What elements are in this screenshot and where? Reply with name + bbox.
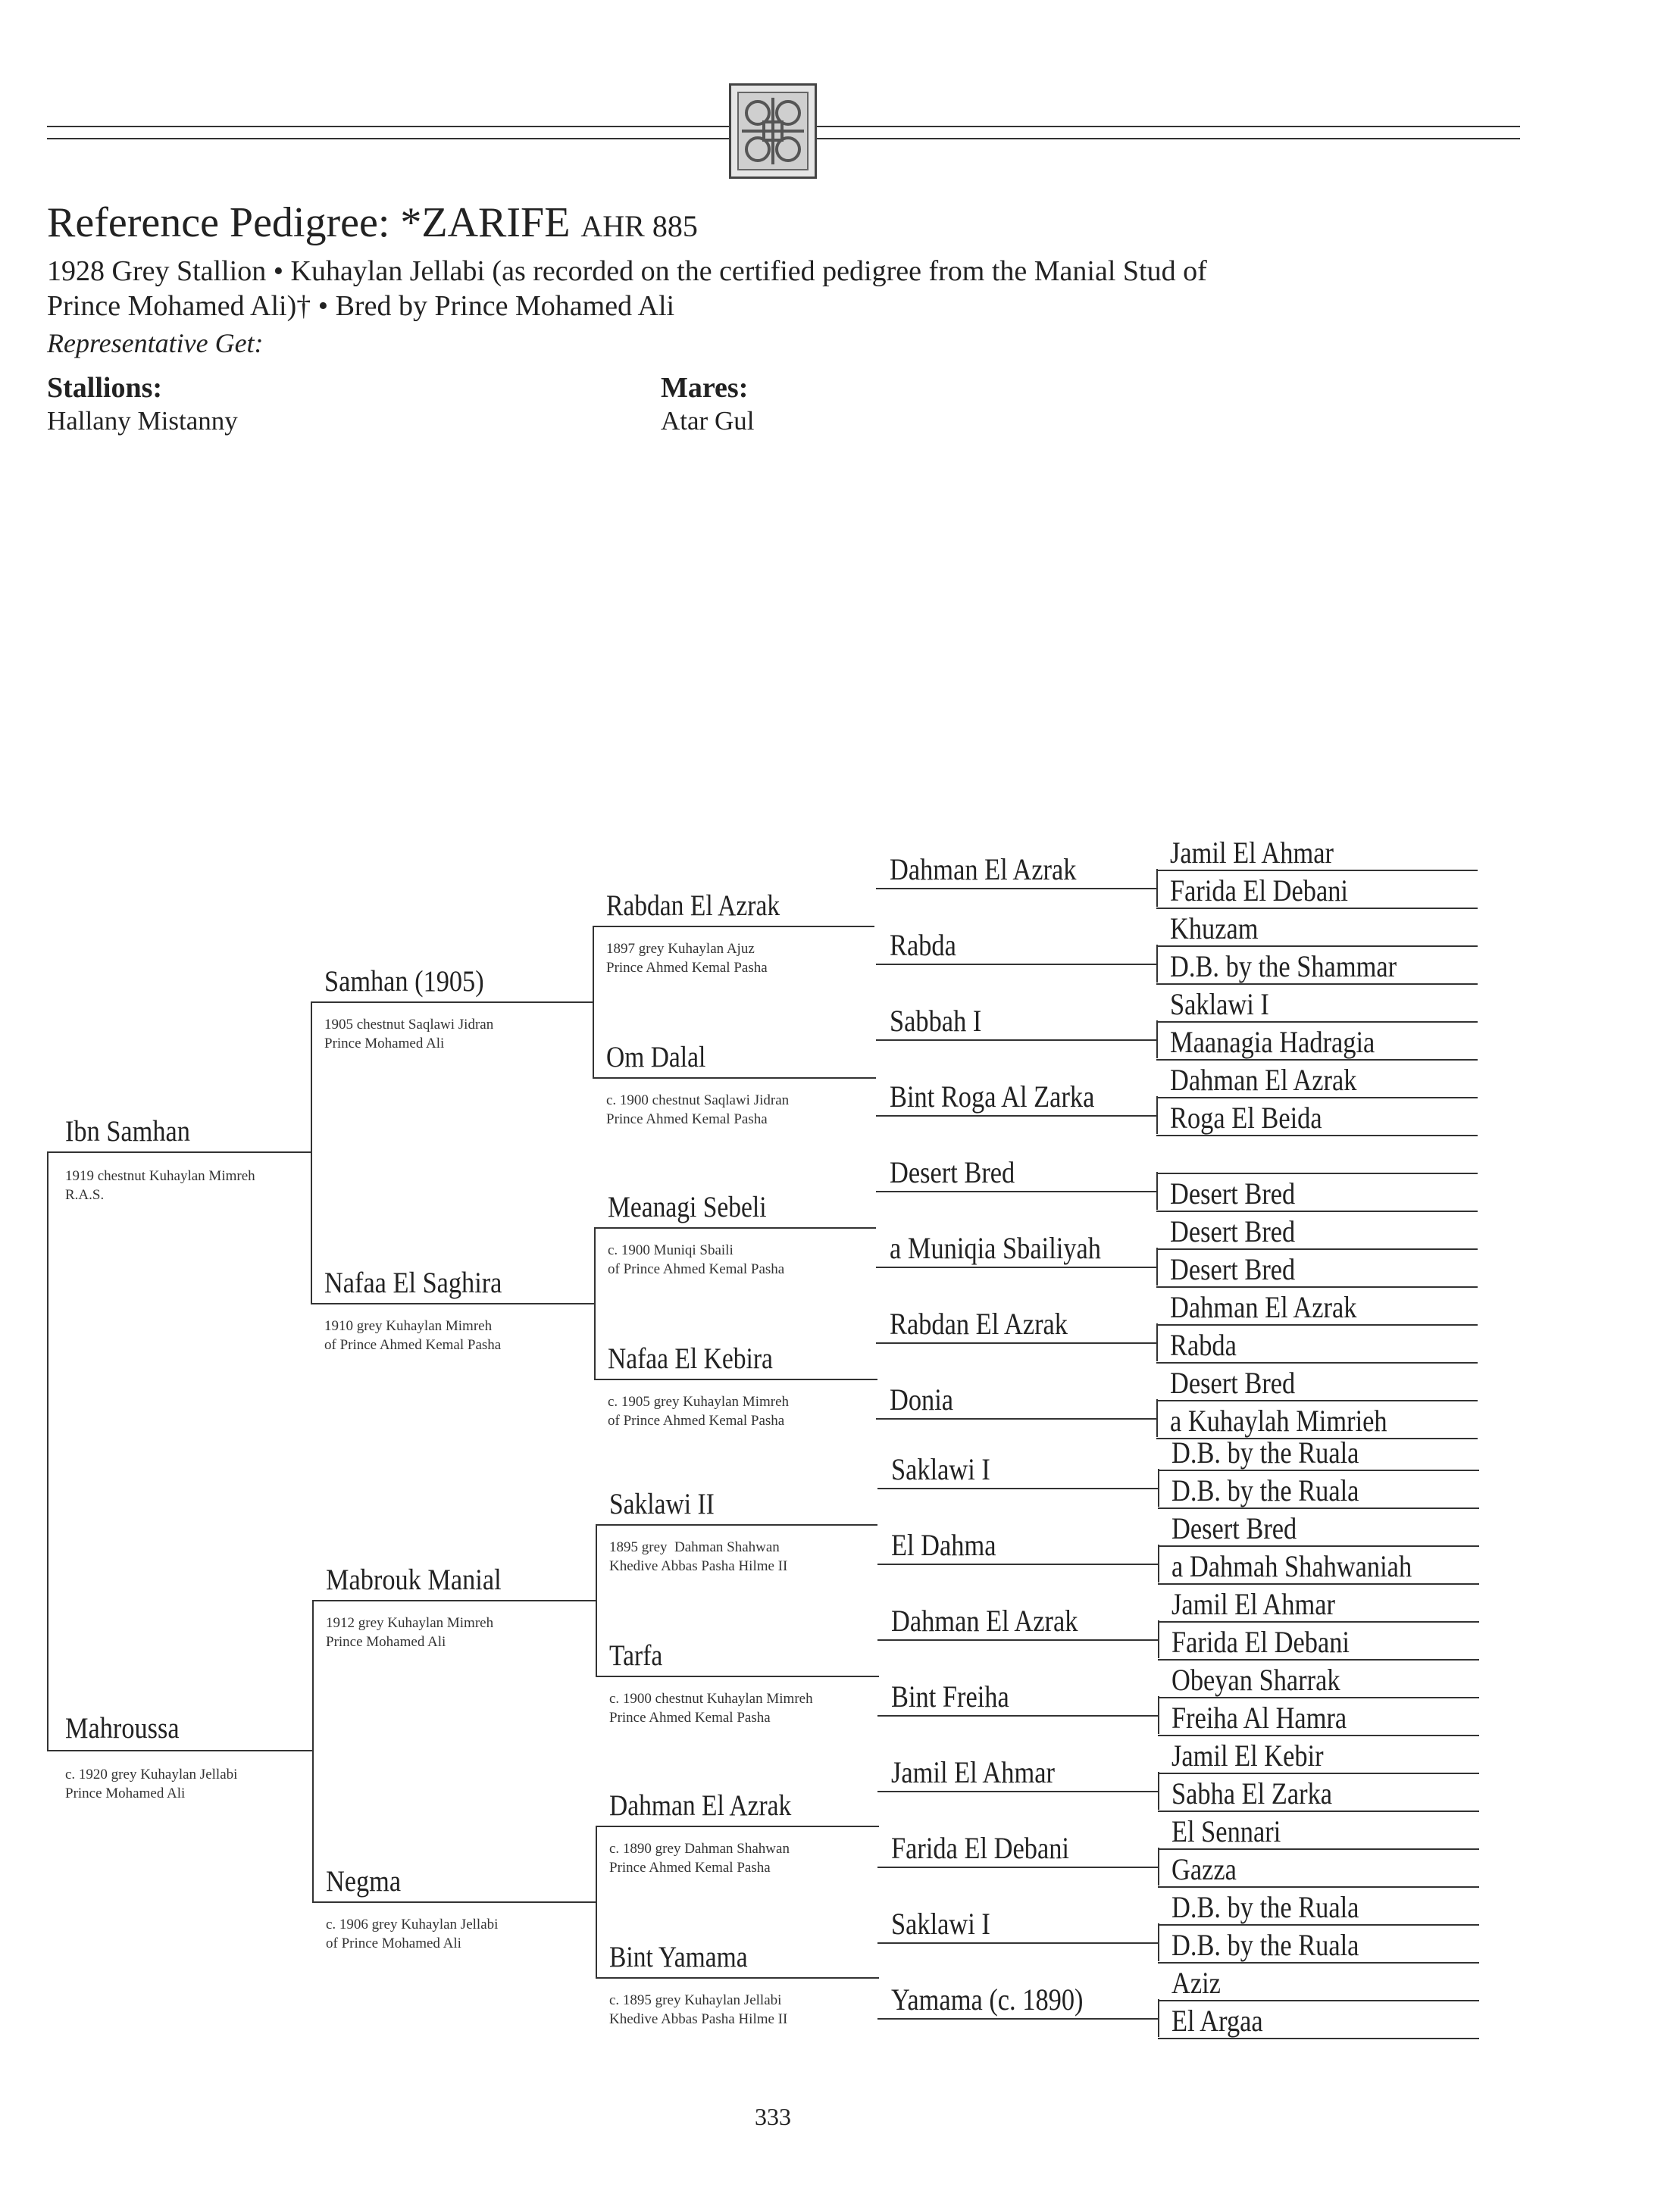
g5-name-6: Dahman El Azrak bbox=[1170, 1063, 1357, 1097]
g4-name-2: Sabbah I bbox=[890, 1004, 982, 1038]
g5-name-30: Aziz bbox=[1171, 1966, 1221, 2000]
g5-bracket-5 bbox=[1156, 1248, 1158, 1286]
sire-info-1: 1919 chestnut Kuhaylan Mimreh bbox=[65, 1168, 255, 1184]
g5-line-7 bbox=[1156, 1135, 1478, 1136]
g5-name-12: Dahman El Azrak bbox=[1170, 1290, 1357, 1324]
g4-name-5: a Muniqia Sbailiyah bbox=[890, 1231, 1101, 1265]
g2-info-2b: Prince Mohamed Ali bbox=[326, 1634, 446, 1650]
g4-name-13: Farida El Debani bbox=[891, 1831, 1069, 1865]
mares-list: Atar Gul bbox=[661, 406, 755, 436]
g2-name-2: Mabrouk Manial bbox=[326, 1564, 502, 1596]
g2-info-1b: of Prince Ahmed Kemal Pasha bbox=[324, 1337, 502, 1353]
g2-line-3 bbox=[312, 1901, 596, 1903]
g5-bracket-4 bbox=[1156, 1172, 1158, 1210]
g5-name-17: D.B. by the Ruala bbox=[1171, 1473, 1359, 1507]
g5-name-10: Desert Bred bbox=[1170, 1214, 1296, 1248]
g3-bracket-0 bbox=[593, 926, 594, 1077]
g5-bracket-7 bbox=[1156, 1399, 1158, 1437]
g5-name-23: Freiha Al Hamra bbox=[1171, 1701, 1347, 1735]
g4-line-15 bbox=[877, 2018, 1158, 2020]
g5-name-29: D.B. by the Ruala bbox=[1171, 1928, 1359, 1962]
representative-get-label: Representative Get: bbox=[47, 328, 264, 358]
g4-name-3: Bint Roga Al Zarka bbox=[890, 1079, 1095, 1114]
g3-name-1: Om Dalal bbox=[606, 1041, 706, 1073]
g5-name-14: Desert Bred bbox=[1170, 1366, 1296, 1400]
g3-info-1a: c. 1900 chestnut Saqlawi Jidran bbox=[606, 1092, 790, 1108]
g3-name-6: Dahman El Azrak bbox=[609, 1789, 792, 1822]
g4-name-1: Rabda bbox=[890, 928, 956, 962]
g5-name-15: a Kuhaylah Mimrieh bbox=[1170, 1404, 1387, 1438]
g3-line-7 bbox=[596, 1977, 879, 1979]
g2-line-2 bbox=[312, 1600, 596, 1601]
sire-name: Ibn Samhan bbox=[65, 1115, 190, 1148]
g3-line-0 bbox=[593, 926, 874, 927]
g5-name-13: Rabda bbox=[1170, 1328, 1237, 1362]
g5-line-4 bbox=[1156, 1021, 1478, 1023]
g5-bracket-15 bbox=[1158, 1999, 1159, 2037]
g5-bracket-13 bbox=[1158, 1848, 1159, 1886]
page-number: 333 bbox=[755, 2103, 791, 2130]
g3-bracket-1 bbox=[594, 1227, 596, 1379]
g5-name-26: El Sennari bbox=[1171, 1814, 1281, 1848]
g5-line-10 bbox=[1156, 1248, 1478, 1250]
g5-line-16 bbox=[1158, 1470, 1479, 1471]
description-line-1: 1928 Grey Stallion • Kuhaylan Jellabi (as recorded on the certified pedigree from the Manial Stud of bbox=[47, 255, 1207, 287]
g5-name-21: Farida El Debani bbox=[1171, 1625, 1350, 1659]
g3-info-3a: c. 1905 grey Kuhaylan Mimreh bbox=[608, 1394, 790, 1410]
g3-name-4: Saklawi II bbox=[609, 1488, 715, 1520]
g2-line-1 bbox=[311, 1303, 594, 1304]
g4-line-4 bbox=[876, 1191, 1156, 1192]
g4-line-11 bbox=[877, 1715, 1158, 1717]
g4-line-8 bbox=[877, 1488, 1158, 1489]
g4-line-10 bbox=[877, 1639, 1158, 1641]
g5-line-20 bbox=[1158, 1621, 1479, 1623]
g5-line-28 bbox=[1158, 1924, 1479, 1926]
g4-name-10: Dahman El Azrak bbox=[891, 1604, 1078, 1638]
g5-line-6 bbox=[1156, 1097, 1478, 1098]
g5-bracket-0 bbox=[1156, 869, 1158, 907]
g2-name-0: Samhan (1905) bbox=[324, 965, 484, 998]
g5-line-11 bbox=[1156, 1286, 1478, 1288]
g5-name-31: El Argaa bbox=[1171, 2004, 1263, 2038]
g5-line-14 bbox=[1156, 1400, 1478, 1401]
title-main: Reference Pedigree: *ZARIFE bbox=[47, 199, 571, 246]
g3-info-0b: Prince Ahmed Kemal Pasha bbox=[606, 960, 768, 976]
g2-info-0a: 1905 chestnut Saqlawi Jidran bbox=[324, 1017, 494, 1033]
g5-bracket-1 bbox=[1156, 945, 1158, 983]
g4-line-14 bbox=[877, 1942, 1158, 1944]
g5-bracket-6 bbox=[1156, 1323, 1158, 1361]
g5-line-3 bbox=[1156, 983, 1478, 985]
g5-line-9 bbox=[1156, 1211, 1478, 1212]
g4-name-11: Bint Freiha bbox=[891, 1679, 1009, 1714]
g2-info-1a: 1910 grey Kuhaylan Mimreh bbox=[324, 1318, 493, 1334]
g3-line-2 bbox=[594, 1227, 876, 1229]
g3-info-6a: c. 1890 grey Dahman Shahwan bbox=[609, 1841, 790, 1857]
g5-line-29 bbox=[1158, 1962, 1479, 1964]
g2-info-3b: of Prince Mohamed Ali bbox=[326, 1936, 461, 1951]
g5-name-11: Desert Bred bbox=[1170, 1252, 1296, 1286]
g5-line-19 bbox=[1158, 1583, 1479, 1585]
g3-info-2b: of Prince Ahmed Kemal Pasha bbox=[608, 1261, 785, 1277]
g5-line-18 bbox=[1158, 1545, 1479, 1547]
mares-label: Mares: bbox=[661, 372, 749, 404]
g5-name-27: Gazza bbox=[1171, 1852, 1237, 1886]
g5-name-2: Khuzam bbox=[1170, 911, 1259, 945]
sire-bracket bbox=[311, 1001, 312, 1304]
g3-info-6b: Prince Ahmed Kemal Pasha bbox=[609, 1860, 771, 1876]
g5-bracket-3 bbox=[1156, 1096, 1158, 1134]
g3-bracket-2 bbox=[596, 1524, 597, 1676]
g4-name-7: Donia bbox=[890, 1382, 954, 1417]
registration-number: AHR 885 bbox=[580, 209, 698, 243]
g5-line-5 bbox=[1156, 1059, 1478, 1061]
g5-bracket-11 bbox=[1158, 1696, 1159, 1734]
g4-line-5 bbox=[876, 1267, 1156, 1268]
g5-name-9: Desert Bred bbox=[1170, 1176, 1296, 1211]
g5-line-22 bbox=[1158, 1697, 1479, 1698]
g5-name-7: Roga El Beida bbox=[1170, 1101, 1322, 1135]
g3-info-5a: c. 1900 chestnut Kuhaylan Mimreh bbox=[609, 1691, 813, 1707]
g3-line-3 bbox=[594, 1379, 877, 1380]
g3-info-5b: Prince Ahmed Kemal Pasha bbox=[609, 1710, 771, 1726]
g4-name-6: Rabdan El Azrak bbox=[890, 1307, 1068, 1341]
g5-name-20: Jamil El Ahmar bbox=[1171, 1587, 1335, 1621]
g5-line-30 bbox=[1158, 2000, 1479, 2001]
g5-name-18: Desert Bred bbox=[1171, 1511, 1297, 1545]
g3-info-7b: Khedive Abbas Pasha Hilme II bbox=[609, 2011, 788, 2027]
g5-bracket-14 bbox=[1158, 1923, 1159, 1961]
g5-bracket-12 bbox=[1158, 1772, 1159, 1810]
stallions-list: Hallany Mistanny bbox=[47, 406, 238, 436]
g3-info-2a: c. 1900 Muniqi Sbaili bbox=[608, 1242, 734, 1258]
g3-info-4a: 1895 grey Dahman Shahwan bbox=[609, 1539, 780, 1555]
g4-name-9: El Dahma bbox=[891, 1528, 996, 1562]
g5-name-16: D.B. by the Ruala bbox=[1171, 1436, 1359, 1470]
g3-line-6 bbox=[596, 1826, 879, 1827]
g5-line-27 bbox=[1158, 1886, 1479, 1888]
g5-name-3: D.B. by the Shammar bbox=[1170, 949, 1397, 983]
g3-name-2: Meanagi Sebeli bbox=[608, 1191, 767, 1223]
g3-info-7a: c. 1895 grey Kuhaylan Jellabi bbox=[609, 1992, 782, 2008]
g5-line-13 bbox=[1156, 1362, 1478, 1364]
g3-name-3: Nafaa El Kebira bbox=[608, 1342, 773, 1375]
g5-line-0 bbox=[1156, 870, 1478, 871]
description-line-2: Prince Mohamed Ali)† • Bred by Prince Mohamed Ali bbox=[47, 290, 675, 322]
dam-info-1: c. 1920 grey Kuhaylan Jellabi bbox=[65, 1767, 238, 1782]
g5-bracket-8 bbox=[1158, 1469, 1159, 1507]
g5-line-25 bbox=[1158, 1811, 1479, 1812]
g5-bracket-10 bbox=[1158, 1620, 1159, 1658]
g5-line-8 bbox=[1156, 1173, 1478, 1174]
g4-line-3 bbox=[876, 1115, 1156, 1117]
g2-name-3: Negma bbox=[326, 1865, 402, 1898]
g5-name-22: Obeyan Sharrak bbox=[1171, 1663, 1340, 1697]
g5-name-28: D.B. by the Ruala bbox=[1171, 1890, 1359, 1924]
celtic-knot-emblem bbox=[729, 83, 817, 179]
g4-name-8: Saklawi I bbox=[891, 1452, 990, 1486]
g4-line-0 bbox=[876, 888, 1156, 889]
g5-bracket-2 bbox=[1156, 1020, 1158, 1058]
g2-info-0b: Prince Mohamed Ali bbox=[324, 1036, 445, 1051]
g3-line-1 bbox=[593, 1077, 876, 1079]
g5-line-31 bbox=[1158, 2038, 1479, 2039]
g4-line-13 bbox=[877, 1867, 1158, 1868]
g3-info-4b: Khedive Abbas Pasha Hilme II bbox=[609, 1558, 788, 1574]
g5-bracket-9 bbox=[1158, 1545, 1159, 1582]
g4-name-12: Jamil El Ahmar bbox=[891, 1755, 1055, 1789]
g5-name-5: Maanagia Hadragia bbox=[1170, 1025, 1375, 1059]
dam-name: Mahroussa bbox=[65, 1712, 180, 1745]
g5-line-21 bbox=[1158, 1659, 1479, 1661]
g5-line-2 bbox=[1156, 945, 1478, 947]
g5-name-24: Jamil El Kebir bbox=[1171, 1739, 1324, 1773]
g5-name-0: Jamil El Ahmar bbox=[1170, 836, 1334, 870]
stallions-label: Stallions: bbox=[47, 372, 163, 404]
g2-info-2a: 1912 grey Kuhaylan Mimreh bbox=[326, 1615, 494, 1631]
dam-info-2: Prince Mohamed Ali bbox=[65, 1786, 186, 1801]
g5-name-1: Farida El Debani bbox=[1170, 873, 1348, 908]
g5-line-12 bbox=[1156, 1324, 1478, 1326]
g2-name-1: Nafaa El Saghira bbox=[324, 1267, 502, 1299]
g4-line-7 bbox=[876, 1418, 1156, 1420]
g4-line-2 bbox=[876, 1039, 1156, 1041]
g4-name-14: Saklawi I bbox=[891, 1907, 990, 1941]
g4-line-6 bbox=[876, 1342, 1156, 1344]
g3-bracket-3 bbox=[596, 1826, 597, 1977]
g4-name-15: Yamama (c. 1890) bbox=[891, 1982, 1084, 2017]
g5-line-23 bbox=[1158, 1735, 1479, 1736]
g5-line-24 bbox=[1158, 1773, 1479, 1774]
g3-line-5 bbox=[596, 1676, 879, 1677]
g5-line-17 bbox=[1158, 1507, 1479, 1509]
g4-line-12 bbox=[877, 1791, 1158, 1792]
g4-name-4: Desert Bred bbox=[890, 1155, 1015, 1189]
g5-line-26 bbox=[1158, 1848, 1479, 1850]
g5-line-1 bbox=[1156, 908, 1478, 909]
g3-name-0: Rabdan El Azrak bbox=[606, 889, 780, 922]
g2-info-3a: c. 1906 grey Kuhaylan Jellabi bbox=[326, 1917, 499, 1932]
g5-name-19: a Dahmah Shahwaniah bbox=[1171, 1549, 1412, 1583]
g4-line-9 bbox=[877, 1564, 1158, 1565]
g3-info-1b: Prince Ahmed Kemal Pasha bbox=[606, 1111, 768, 1127]
dam-bracket bbox=[312, 1600, 314, 1901]
g4-line-1 bbox=[876, 964, 1156, 965]
g3-name-7: Bint Yamama bbox=[609, 1941, 748, 1973]
g2-line-0 bbox=[311, 1001, 593, 1003]
g3-name-5: Tarfa bbox=[609, 1639, 663, 1672]
g4-name-0: Dahman El Azrak bbox=[890, 852, 1077, 886]
subject-bracket bbox=[47, 1151, 48, 1750]
page-title bbox=[47, 198, 698, 247]
sire-line bbox=[47, 1151, 311, 1153]
g5-name-4: Saklawi I bbox=[1170, 987, 1269, 1021]
dam-line bbox=[47, 1750, 312, 1751]
g3-line-4 bbox=[596, 1524, 877, 1526]
g3-info-0a: 1897 grey Kuhaylan Ajuz bbox=[606, 941, 755, 957]
g5-name-25: Sabha El Zarka bbox=[1171, 1776, 1333, 1811]
g3-info-3b: of Prince Ahmed Kemal Pasha bbox=[608, 1413, 785, 1429]
sire-info-2: R.A.S. bbox=[65, 1187, 105, 1203]
